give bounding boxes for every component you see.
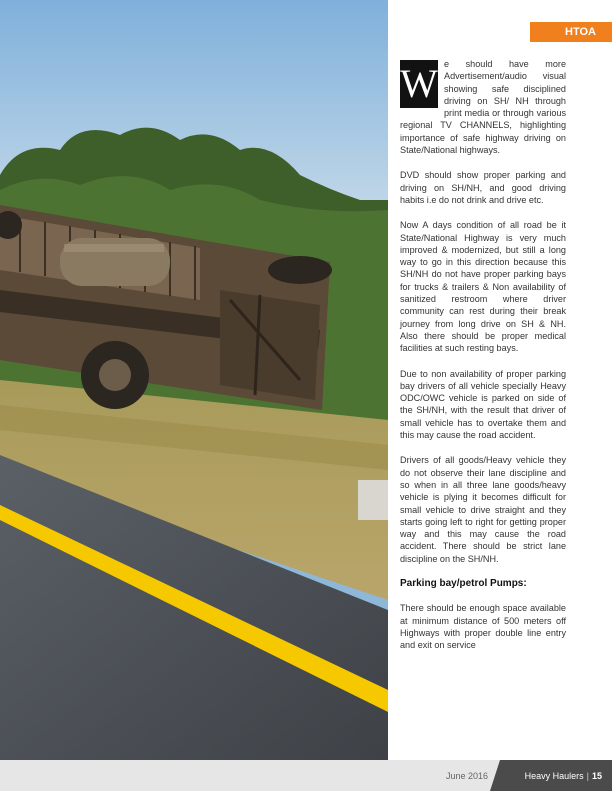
page-number: 15 xyxy=(591,771,602,781)
paragraph-text: e should have more Advertisement/audio visual showing safe disciplined driving on SH/ NH through print media or through various regional TV CHANNELS, highlighting importance of safe highway driving on State/National highways. xyxy=(400,59,566,156)
article-subheading: Parking bay/petrol Pumps: xyxy=(400,577,527,589)
article-paragraph: Due to non availability of proper parking bay drivers of all vehicle specially Heavy ODC/OWC vehicle is parked on side of the SH/NH, with the result that driver of small vehicle has to overtake them and this may cause the road accident. xyxy=(400,368,566,441)
article-paragraph: There should be enough space available at minimum distance of 500 meters off Highways with proper double line entry and exit on service xyxy=(400,603,566,651)
footer-magazine xyxy=(525,771,602,781)
article-body xyxy=(400,58,566,664)
section-tab xyxy=(530,22,612,42)
footer-separator: | xyxy=(586,771,589,781)
footer-date: June 2016 xyxy=(445,771,488,781)
magazine-name: Heavy Haulers xyxy=(524,771,584,781)
footer-notch xyxy=(490,760,500,791)
dropcap: W xyxy=(400,61,438,106)
article-paragraph xyxy=(400,58,566,156)
article-paragraph: DVD should show proper parking and driving on SH/NH, and good driving habits i.e do not drink and drive etc. xyxy=(400,170,566,205)
section-tab-label: HTOA xyxy=(565,26,596,38)
article-paragraph: Drivers of all goods/Heavy vehicle they do not observe their lane discipline and so when in all three lane goods/heavy vehicle is plying it becomes difficult for small vehicle to drive straight and they starts going left to right for getting proper way and this may cause the road accident. There should be strict lane discipline on the SH/NH. xyxy=(400,455,566,564)
article-paragraph: Now A days condition of all road be it State/National Highway is very much improved & modernized, but still a long way to go in this direction because this SH/NH do not have proper parking bays for trucks & trailers & Non availability of sanitized restroom where driver community can rest during their break journey from long drive on SH & NH. Also there should be proper medical facilities at such resting bays. xyxy=(400,220,566,354)
